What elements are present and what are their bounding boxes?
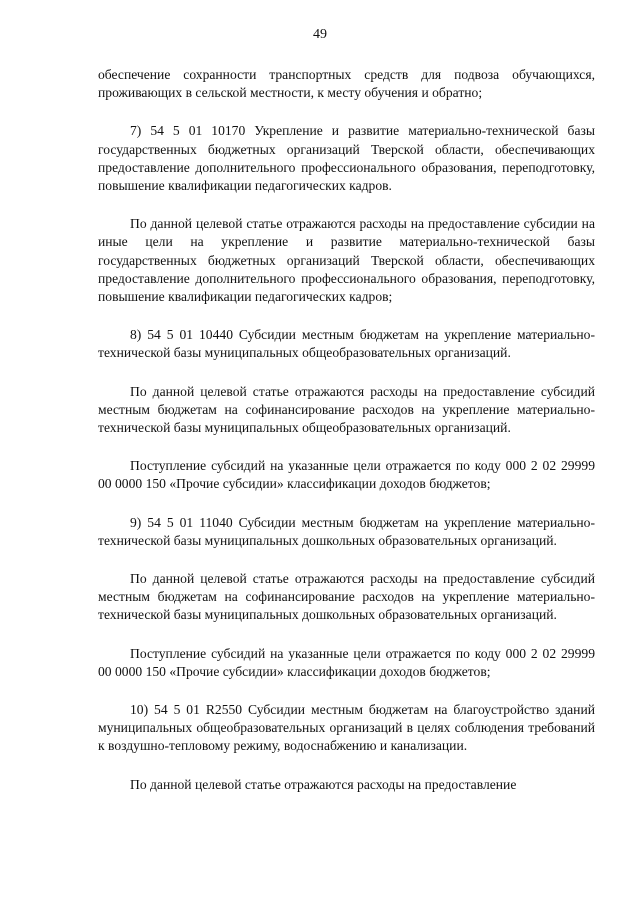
paragraph-item-8-description: По данной целевой статье отражаются расходы на предоставление субсидий местным бюджетам на софинансирование расходов на укрепление материально-технической базы муниципальных общеобразовательных организаций. [98,383,595,436]
page-number: 49 [313,27,327,42]
paragraph-item-10: 10) 54 5 01 R2550 Субсидии местным бюджетам на благоустройство зданий муниципальных общеобразовательных организаций в целях соблюдения требований к воздушно-тепловому режиму, водоснабжению и канализации. [98,702,595,754]
paragraph-item-8-revenue: Поступление субсидий на указанные цели отражается по коду 000 2 02 29999 00 0000 150 «Прочие субсидии» классификации доходов бюджетов; [98,458,595,492]
paragraph-item-9: 9) 54 5 01 11040 Субсидии местным бюджетам на укрепление материально-технической базы муниципальных дошкольных образовательных организаций. [98,514,595,548]
paragraph-item-7: 7) 54 5 01 10170 Укрепление и развитие материально-технической базы государственных бюджетных организаций Тверской области, обеспечивающих предоставление дополнительного профессионального образования, переподготовку, повышение квалификации педагогических кадров. [98,123,595,194]
paragraph-item-8: 8) 54 5 01 10440 Субсидии местным бюджетам на укрепление материально-технической базы муниципальных общеобразовательных организаций. [98,327,595,361]
paragraph-continuation: обеспечение сохранности транспортных средств для подвоза обучающихся, проживающих в сельской местности, к месту обучения и обратно; [98,67,595,101]
paragraph-item-9-description: По данной целевой статье отражаются расходы на предоставление субсидий местным бюджетам на софинансирование расходов на укрепление материально-технической базы муниципальных дошкольных образовательных организаций. [98,571,595,623]
paragraph-item-7-description: По данной целевой статье отражаются расходы на предоставление субсидии на иные цели на укрепление и развитие материально-технической базы государственных бюджетных организаций Тверской области, обеспечивающих предоставление дополнительного профессионального образования, переподготовку, повышение квалификации педагогических кадров; [98,216,595,305]
paragraph-item-10-description: По данной целевой статье отражаются расходы на предоставление [130,776,517,792]
document-body [98,66,595,814]
paragraph-item-9-revenue: Поступление субсидий на указанные цели отражается по коду 000 2 02 29999 00 0000 150 «Прочие субсидии» классификации доходов бюджетов; [98,645,595,679]
